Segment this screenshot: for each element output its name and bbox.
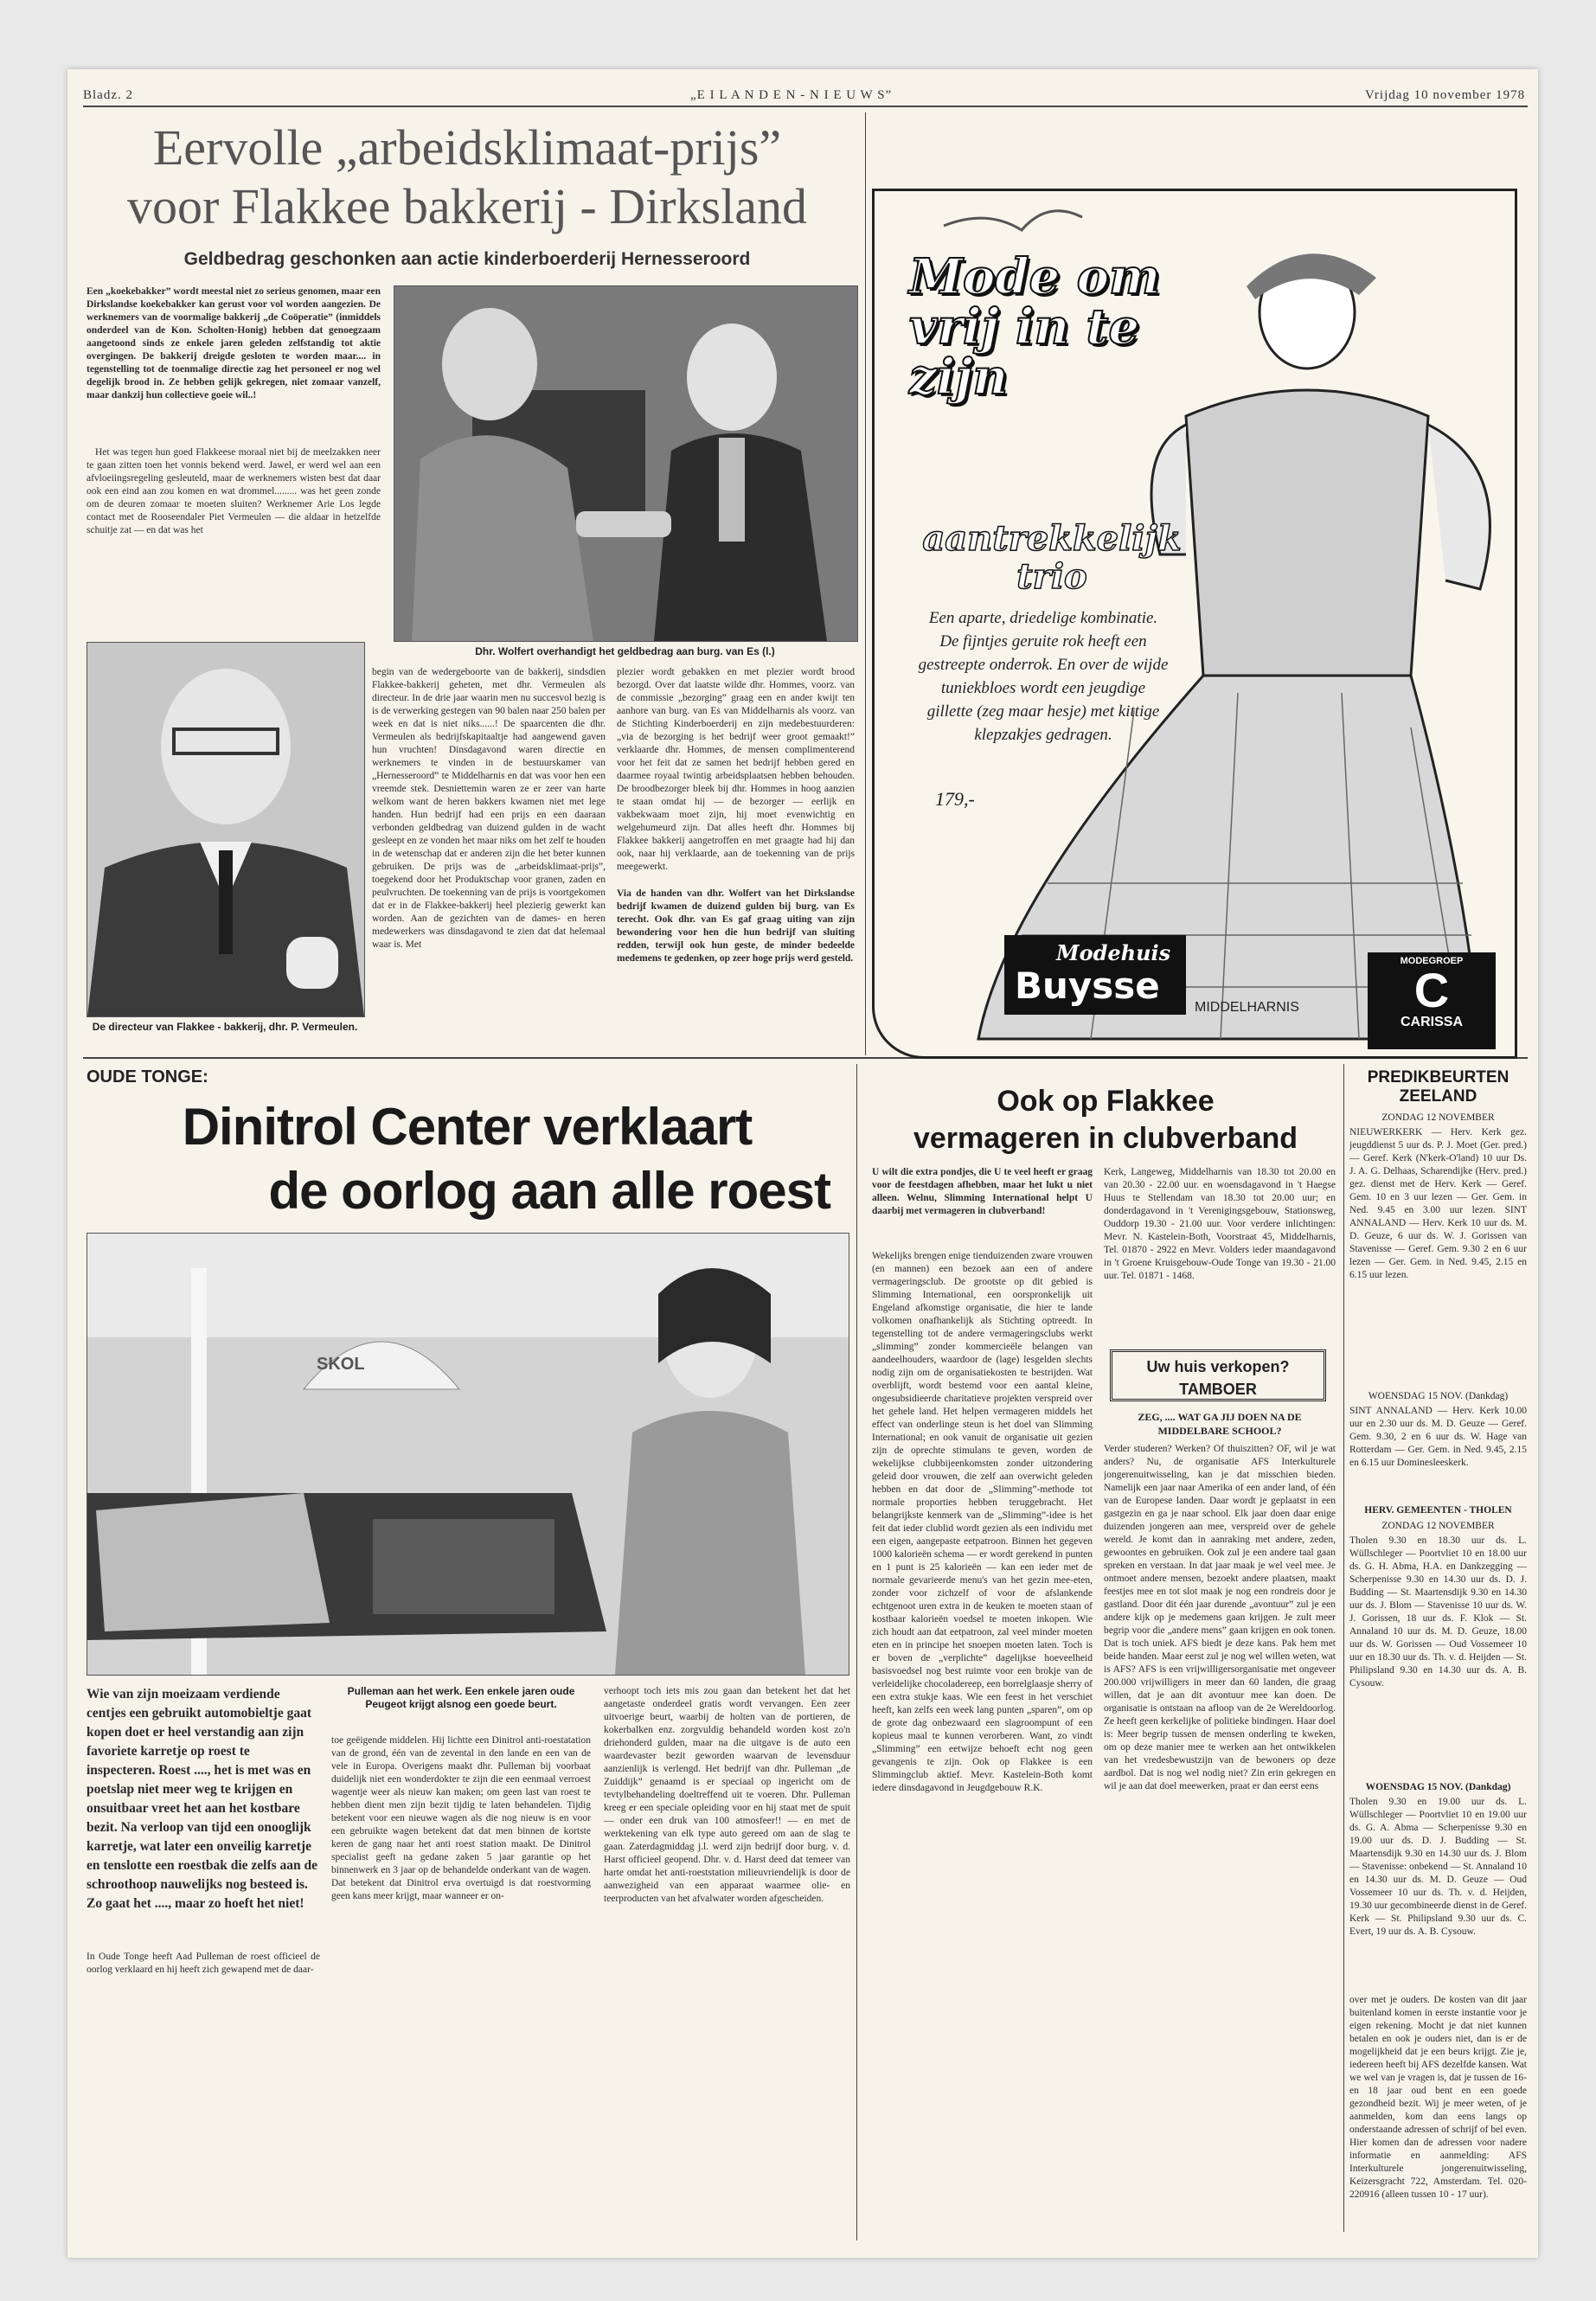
director-photo-caption: De directeur van Flakkee - bakkerij, dhr. P. Vermeulen. (92, 1021, 358, 1033)
handover-photo (394, 285, 858, 642)
store-town: MIDDELHARNIS (1195, 1000, 1299, 1015)
article1-title-line2: voor Flakkee bakkerij - Dirksland (126, 178, 807, 234)
garage-photo (87, 1233, 849, 1676)
church-day2: WOENSDAG 15 NOV. (Dankdag) (1368, 1391, 1509, 1401)
article2-column2: toe geëigende middelen. Hij lichtte een Dinitrol anti-roestatation van de grond, één van de zevental in den lande en een van de vele in Europa. Overigens maakt dhr. Pulleman bij voorbaat duidelijk niet een wonderdokter te zijn die een eenmaal verroest wagentje weer als nieuw kan maken; om geen last van roest te hebben dient men zijn bezit tijdig te laten behandelen. Tijdig betekent voor een nieuwe wagen als die nog nieuw is en voor een gebruikte wagen betekent dat dat men binnen de kortste keren de gang naar het anti roest station maakt. De Dinitrol specialist geeft na gedane zaken 5 jaar garantie op het binnenwerk en 3 jaar op de behandelde onderkant van de wagen. Dat betekent dat Dinitrol erva overtuigd is dat roestvorming geen kans meer krijgt, maar wanneer er on- (331, 1735, 591, 1901)
article3-title-line1: Ook op Flakkee (997, 1085, 1215, 1118)
article1-column3: plezier wordt gebakken en met plezier wordt brood bezorgd. Over dat laatste wilde dhr. Hommes, voorz. van de commissie „bezorging” graag een en ander kwijt ten aanhore van burg. van Es van Middelharnis als voorz. van de Stichting Kinderboerderij en zijn medebestuurderen: „via de bezorging is het bedrijf weer groot gemaakt!” verklaarde dhr. Hommes, de mensen complimenterend voor het feit dat ze samen het bedrijf hebben gered en daarmee royaal twintig arbeidsplaatsen hebben behouden. De broodbezorger bleek bij dhr. Hommes in hoog aanzien te staan omdat hij — de bezorger — eerlijk en vakbekwaam moet zijn, hij moet evenwichtig en welgehumeurd zijn. Dat alles heeft dhr. Hommes bij Flakkee bakkerij aangetroffen en met graagte had hij dan ook, naar hij verklaarde, aan de toekenning van de prijs meegewerkt. (617, 667, 855, 872)
garage-photo-image (87, 1234, 849, 1675)
fashion-ad-price: 179,- (935, 788, 975, 810)
handover-photo-caption: Dhr. Wolfert overhandigt het geldbedrag aan burg. van Es (l.) (475, 645, 775, 657)
column-rule (865, 112, 866, 1055)
paper-name: „E I L A N D E N - N I E U W S” (690, 88, 893, 102)
article3-lead: U wilt die extra pondjes, die U te veel heeft er graag voor de feestdagen afhebben, maar het lukt u niet alleen. Welnu, Slimming International helpt U daarbij met vermageren in clubverband! (872, 1167, 1093, 1216)
church-schedule3: Tholen 9.30 en 18.30 uur ds. L. Wüllschleger — Poortvliet 10 en 18.00 uur ds. G. H. Abma, H.A. en Dankzegging — Scherpenisse 9.30 en 14.30 uur ds. D. J. Budding — St. Maartensdijk 9.30 en 14.30 uur ds. J. Blom — Stavenisse 10 uur ds. W. J. Gorissen, 18 uur ds. F. Klok — St. Annaland 10 uur ds. M. D. Geuze, 18.00 uur ds. W. Gorissen — Oud Vossemeer 10 uur en 18.30 uur ds. Th. v. d. Heijden — St. Philipsland 9.30 en 14.30 uur ds. A. B. Cysouw. (1349, 1535, 1527, 1689)
article3-body: Wekelijks brengen enige tienduizenden zware vrouwen (en mannen) een bezoek aan een of andere vermageringsclub. De grootste op dit gebied is Slimming International, een oorspronkelijk uit Engeland afkomstige organisatie, die hier te lande volkomen onafhankelijk als Stichting optreedt. In tegenstelling tot de andere vermageringsclubs werkt „slimming” zonder kommercieële belangen van aandeelhouders, waardoor de (lage) lesgelden slechts nodig zijn om de organisatiekosten te bestrijden. Wat overblijft, wordt bestemd voor een aantal kleine, ongesubsidieerde charitatieve projekten verspreid over het gehele land. Het helpen vermageren middels het effect van onderlinge steun is het doel van Slimming International; en ook vanuit de organisatie uit gezien zijn de oprechte stimulans te geven, worden de wekelijkse clubbijeenkomsten zonder uitzondering geleid door vrouwen, die zelf aan overwicht geleden hebben en dat door de „Slimming”-methode tot normale proporties hebben teruggebracht. Het belangrijkste kenmerk van de „Slimming”-idee is het feit dat ieder clublid wordt gezien als een individu met een eigen, aangepaste eetpatroon. Binnen het gegeven 1000 kalorieën schema — er wordt gerekend in punten en 1 punt is 25 kalorieën — kan een ieder met de normale gevarieerde menu's van het gezin mee-eten, zonder voor zichzelf of voor de afslankende echtgenoot uren extra in de keuken te moeten staan of kostbaar kalorieën voedsel te moeten inkopen. Wie zich houdt aan dat eetpatroon, zal veel minder moeten eten en in principe het snoepen moeten laten. Toch is er boven de „verplichte” dagelijkse hoeveelheid basisvoedsel nog best ruimte voor een brokje van de verleidelijke chocoladereep, een borrelglaasje sherry of een extra stukje kaas. Wie een feest in het verschiet heeft, kan zelfs een week lang punten „sparen”, om op de grote dag onbezwaard een slagroompunt of een kopieus maal te kunnen verorberen. Want, zo vindt „Slimming” een eetwijze behoeft echt nog geen gevangenis te zijn. Ook op Flakkee is een Slimmingclub aktief. Mevr. Kastelein-Both komt iedere dinsdagavond in Jeugdgebouw R.K. (872, 1251, 1093, 1793)
article2-lead: Wie van zijn moeizaam verdiende centjes een gebruikt automobieltje gaat kopen doet er heel verstandig aan zijn favoriete karretje op roest te inspecteren. Roest ...., het is met was en poetslap niet meer weg te krijgen en onsuitbaar vreet het aan het kostbare bezit. Na verloop van tijd een onooglijk karretje, wat later een onveilig karretje en tenslotte een roestbak die zelfs aan de schroothoop nauwelijks nog besteed is. Zo gaat het ...., maar zo hoeft het niet! (87, 1687, 318, 1911)
fashion-ad-headline: Mode om vrij in te zijn (909, 248, 1161, 406)
carissa-name: CARISSA (1400, 1015, 1463, 1029)
director-photo (87, 642, 365, 1017)
church-day3: ZONDAG 12 NOVEMBER (1381, 1521, 1495, 1531)
carissa-logo (1368, 952, 1496, 1049)
handover-photo-image (394, 286, 857, 641)
carissa-c-icon: C (1413, 963, 1450, 1017)
afs-title: ZEG, .... WAT GA JIJ DOEN NA DE MIDDELBARE SCHOOL? (1138, 1411, 1302, 1437)
store-logo-name: Buysse (1015, 965, 1160, 1007)
tamboer-ad-line2: TAMBOER (1179, 1381, 1257, 1398)
article2-column1: In Oude Tonge heeft Aad Pulleman de roest officieel de oorlog verklaard en hij heeft zich gewapend met de daar- (87, 1952, 320, 1975)
director-photo-image (87, 643, 364, 1016)
article1-column2: begin van de wedergeboorte van de bakkerij, sindsdien Flakkee-bakkerij geheten, met dhr. Vermeulen als directeur. In de drie jaar waarin men nu succesvol bezig is is de verwerking gestegen van 90 balen naar 250 balen per week en dat is niet niks......! De spaarcenten die dhr. Vermeulen als bedrijfskapitaaltje had aangewend gaven hun vruchten! Dinsdagavond waren directie en werknemers te vinden in de bestuurskamer van „Hernesseroord” te Middelharnis en dat was voor hen een vreemde stek. Desniettemin waren ze er zeer van harte welkom want de heren bakkers kwamen niet met lege handen. Hun bedrijf had een prijs en een daaraan verbonden geldbedrag van duizend gulden in de wacht gesleept en ze vonden het maar niks om het zelf te houden in de wetenschap dat er anderen zijn die het beter kunnen gebruiken. De prijs was de „arbeidsklimaat-prijs”, toegekend door het Produktschap voor granen, zaden en peulvruchten. De toekenning van de prijs is voortgekomen dat er in de Flakkee-bakkerij heel plezierig gewerkt kan worden. Aan de gezichten van de dames- en heren medewerkers was dinsdagavond te zien dat dat helemaal waar is. Met (372, 667, 606, 950)
article1-subtitle: Geldbedrag geschonken aan actie kinderboerderij Hernesseroord (183, 249, 751, 269)
fashion-ad (872, 189, 1517, 1059)
issue-date: Vrijdag 10 november 1978 (1365, 88, 1526, 102)
church-day1: ZONDAG 12 NOVEMBER (1381, 1112, 1495, 1123)
article1-paragraph: Het was tegen hun goed Flakkeese moraal niet bij de meelzakken neer te gaan zitten toen het vonnis bekend werd. Jawel, er werd wel aan een afvloeiingsregeling gesleuteld, maar de werknemers wisten best dat daar ook een eind aan zou komen en wat drommel......... was het geen zonde om de deuren zomaar te moeten sluiten? Werknemer Arie Los legde contact met de Rooseendaler Piet Vermeulen — die aldaar in hetzelfde schuitje zat — en dat was het (87, 447, 381, 535)
column-rule-2 (856, 1064, 857, 2240)
store-logo-label: Modehuis (1056, 940, 1171, 965)
article1-title-line1: Eervolle „arbeidsklimaat-prijs” (152, 119, 782, 176)
store-logo (1004, 935, 1186, 1015)
garage-sign: SKOL (317, 1355, 365, 1374)
header-rule (83, 106, 1528, 107)
article2-title-line2: de oorlog aan alle roest (268, 1162, 830, 1220)
page-number: Bladz. 2 (83, 88, 133, 102)
tamboer-ad-line1: Uw huis verkopen? (1146, 1358, 1290, 1375)
carissa-group-label: MODEGROEP (1400, 956, 1464, 966)
afs-body: Verder studeren? Werken? Of thuiszitten? OF, wil je wat anders? Nu, de organisatie AFS Interkulturele jongerenuitwisseling, kan je dat misschien bieden. Namelijk een jaar naar Amerika of een ander land, of één van de Europese landen. Daar wordt je geplaatst in een gastgezin en ga je naar school. Elk jaar doen daar enige duizenden jongeren aan mee, verspreid over de gehele wereld. Je komt dan in aanraking met andere, zeden, gewoontes en gebruiken. Ook zul je een andere taal gaan spreken en verstaan. In dat jaar maak je wel veel mee. Je ontmoet andere mensen, bezoekt andere plaatsen, maakt feestjes mee en tot slot maak je nog een rondreis door je gastland. Door dit één jaar durende „avontuur” zul je een andere kijk op je medemens gaan krijgen. Je zult meer begrip voor die „andere mens” gaan krijgen en ook tonen. Dat is toch uniek. AFS biedt je deze kans. Pak hem met beide handen. Maar eerst zul je nog wel willen weten, wat is AFS? AFS is een vrijwilligersorganisatie met ongeveer 200.000 vrijwilligers in meer dan 60 landen, die graag willen, dat je aan dit avontuur mee kan doen. De organisatie is ontstaan na afloop van de 2e Wereldoorlog. Ze heeft geen kerkelijke of politieke bindingen. Haar doel is: Meer begrip tussen de mensen onderling te kweken, om op deze manier mee te werken aan het ontwikkelen van het vredesbewustzijn van de bewoners op deze aardbol. Dat is nog wel nodig niet? Zin erin gekregen en wil je aan dat doel meewerken, praat er dan eerst eens (1104, 1444, 1336, 1791)
article3-title-line2: vermageren in clubverband (913, 1122, 1298, 1155)
article2-column3: verhoopt toch iets mis zou gaan dan betekent het dat het aangetaste onderdeel gratis wordt vervangen. Een zeer uitvoerige beurt, waarbij de holten van de portieren, de kokerbalken enz. zorgvuldig behandeld worden kost zo'n driehonderd gulden, maar na die uitgave is de auto een waardevaster bezit geworden waarvan de levensduur aanzienlijk is verlengd. Het bedrijf van dhr. Pulleman „de Zuiddijk” genaamd is er speciaal op ingericht om de tevtylbehandeling doeltreffend uit te voeren. Dhr. Pulleman kreeg er een speciale opleiding voor en hij staat met de spuit — onder een druk van 100 atmosfeer!! — en met de werktekening van elk type auto gereed om aan de slag te gaan. Zaterdagmiddag j.l. werd zijn bedrijf door burg. v. d. Harst officieel geopend. Dhr. v. d. Harst deed dat temeer van harte omdat het anti-roeststation milieuvriendelijk is door de aanwezigheid van een apparaat waarmee olie- en teerproducten van het afvalwater worden afgescheiden. (604, 1686, 850, 1904)
church-day4: WOENSDAG 15 NOV. (Dankdag) (1365, 1782, 1511, 1792)
afs-column2: over met je ouders. De kosten van dit jaar buitenland komen in eerste instantie voor je eigen rekening. Mocht je dat niet kunnen betalen en ook je ouders niet, dan is er de mogelijkheid dat je een beurs krijgt. Zie je, iedereen heeft bij AFS dezelfde kansen. Wat we wel van je vragen is, dat je tussen de 16- en 18 jaar oud bent en een goede gezondheid bezit. Wij je meer weten, of je aanmelden, kom dan eens langs op onderstaande adressen of schrijf of bel even. Hier komen dan de adressen voor nadere informatie en aanmelding: AFS Interkulturele jongerenuitwisseling, Keizersgracht 722, Amsterdam. Tel. 020-220916 (alleen tussen 10 - 17 uur). (1349, 1995, 1527, 2200)
article2-kicker: OUDE TONGE: (87, 1067, 208, 1086)
tamboer-ad (1110, 1349, 1326, 1401)
church-schedule1: NIEUWERKERK — Herv. Kerk gez. jeugddienst 5 uur ds. P. J. Moet (Ger. pred.) — Geref. Kerk (N'kerk-O'land) 10 uur Ds. J. A. G. Delhaas, Scharendijke (Herv. pred.) gez. dienst met de Herv. Kerk — Geref. Gem. 10 en 3 uur lezen — Ger. Gem. in Ned. 9.45 en 3.00 uur lezen. SINT ANNALAND — Herv. Kerk 10 uur ds. M. D. Geuze, 6 uur ds. W. J. Gorissen van Stavenisse — Geref. Gem. 9.30 2 en 6 uur lezen — Ger. Gem. in Ned. 9.45, 2.15 en 6.15 uur lezen. (1349, 1127, 1527, 1280)
church-title-line2: ZEELAND (1399, 1087, 1477, 1106)
article3-column2: Kerk, Langeweg, Middelharnis van 18.30 tot 20.00 en van 20.30 - 22.00 uur. en woensdagavond in 't Haegse Huus te Stellendam van 18.30 tot 20.00 uur; en donderdagavond in 't Verenigingsgebouw, Stationsweg, Ouddorp 19.30 - 21.00 uur. Voor verdere inlichtingen: Mevr. N. Kastelein-Both, Voorstraat 45, Middelharnis, Tel. 01870 - 2922 en Mevr. Volders ieder maandagavond in 't Groene Kruisgebouw-Oude Tonge van 19.30 - 21.00 uur. Tel. 01871 - 1468. (1104, 1167, 1336, 1281)
church-section-tholen: HERV. GEMEENTEN - THOLEN (1364, 1505, 1512, 1516)
article2-title-line1: Dinitrol Center verklaart (182, 1098, 753, 1156)
fashion-ad-subheadline: aantrekkelijk trio (922, 518, 1182, 597)
church-schedule2: SINT ANNALAND — Herv. Kerk 10.00 uur en 2.30 uur ds. M. D. Geuze — Geref. Gem. 9.30, 2 en 6 uur ds. W. Hage van Rotterdam — Ger. Gem. in Ned. 9.45, 2.15 en 6.15 uur Dominesleeskerk. (1349, 1406, 1527, 1468)
article1-lead: Een „koekebakker” wordt meestal niet zo serieus genomen, maar een Dirkslandse koekebakker kan gerust voor vol worden aangezien. De werknemers van de voormalige bakkerij „de Coöperatie” (inmiddels onderdeel van de Kon. Scholten-Honig) hebben dat genoegzaam aangetoond sinds ze enkele jaren geleden zelfstandig tot aktie overgingen. De bakkerij dreigde gesloten te worden maar.... in tegenstelling tot de toenmalige directie zag het personeel er nog wel degelijk brood in. Ze hebben gelijk gekregen, niet zomaar vanzelf, maar dankzij hun collectieve goeie wil..! (87, 286, 381, 401)
newspaper-page (67, 69, 1538, 2258)
church-schedule4: Tholen 9.30 en 19.00 uur ds. L. Wüllschleger — Poortvliet 10 en 19.00 uur ds. G. A. Abma — Scherpenisse 9.30 en 19.00 uur ds. D. J. Budding — St. Maartensdijk 9.30 en 14.30 uur ds. J. Blom — Stavenisse: onbekend — St. Annaland 10 en 14.30 uur ds. M. D. Geuze — Oud Vossemeer 10 uur ds. Th. v. d. Heijden, 19.30 uur gecombineerde dienst in de Geref. Kerk — St. Philipsland 9.30 uur ds. C. Evert, 19 uur ds. A. B. Cysouw. (1349, 1797, 1527, 1937)
column-rule-3 (1343, 1064, 1344, 2232)
article1-column3-bold: Via de handen van dhr. Wolfert van het Dirkslandse bedrijf kwamen de duizend gulden bij burg. van Es terecht. Ook dhr. van Es gaf graag uiting van zijn bewondering voor hen die hun bedrijf van sluiting redden, terwijl ook hun geste, de minder bedeelde medemens te gedenken, op zeer hoge prijs werd gesteld. (617, 888, 855, 964)
fashion-ad-body: Een aparte, driedelige kombinatie. De fijntjes geruite rok heeft een gestreepte onderrok. En over de wijde tuniekbloes wordt een jeugdige gillette (zeg maar hesje) met kittige klepzakjes gedragen. (918, 609, 1169, 744)
church-title-line1: PREDIKBEURTEN (1367, 1068, 1509, 1086)
garage-photo-caption: Pulleman aan het werk. Een enkele jaren oude Peugeot krijgt alsnog een goede beurt. (347, 1685, 575, 1710)
